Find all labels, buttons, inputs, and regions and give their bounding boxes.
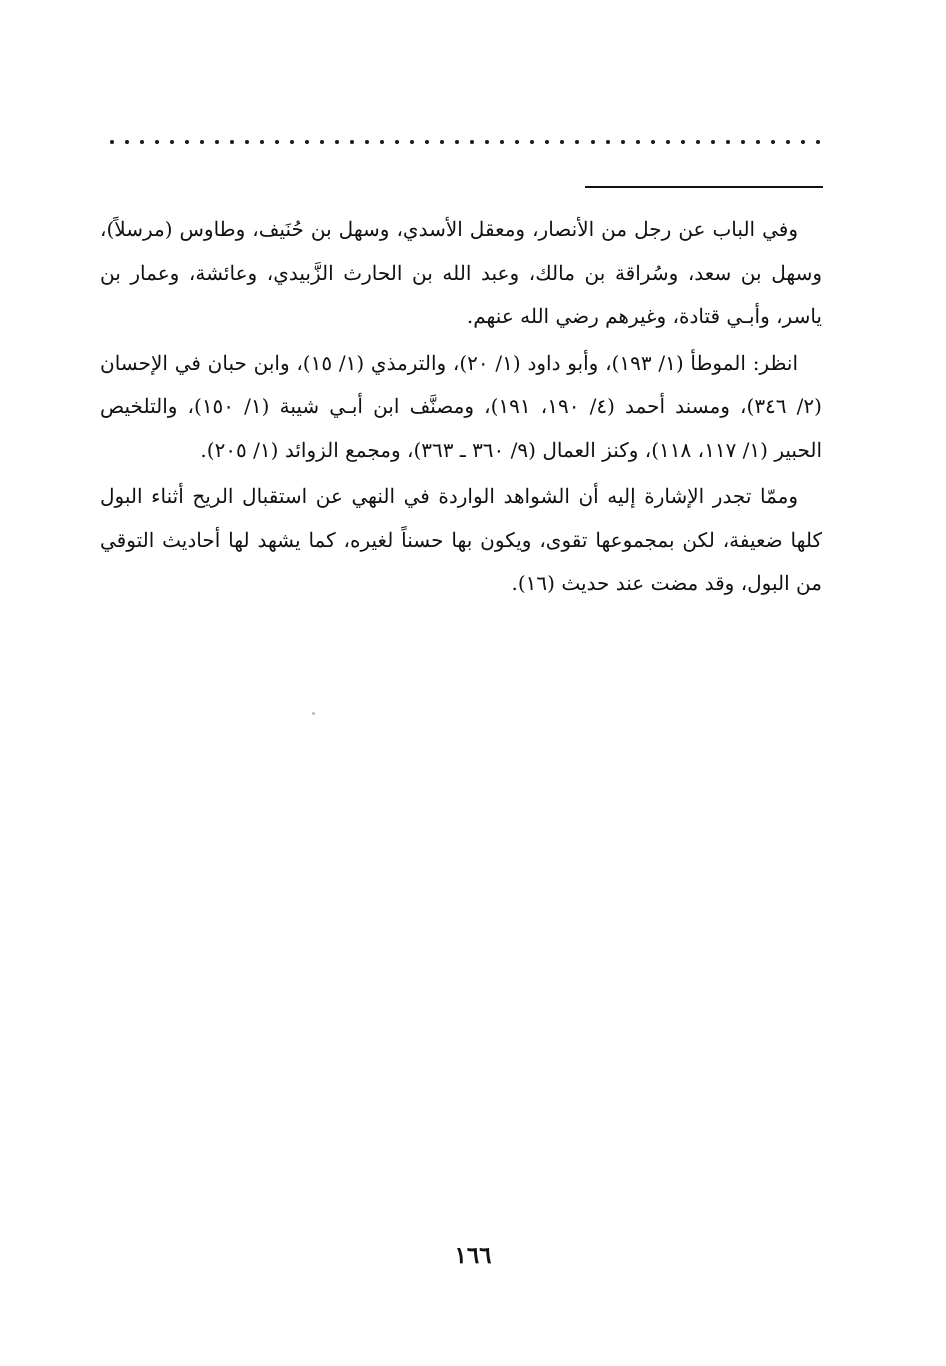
separator-dot <box>380 140 384 144</box>
separator-dot <box>606 140 610 144</box>
separator-dot <box>125 140 129 144</box>
separator-dot <box>636 140 640 144</box>
separator-dot <box>485 140 489 144</box>
dotted-separator <box>110 130 820 154</box>
separator-dot <box>816 140 820 144</box>
separator-dot <box>756 140 760 144</box>
separator-dot <box>681 140 685 144</box>
separator-dot <box>470 140 474 144</box>
separator-dot <box>591 140 595 144</box>
separator-dot <box>290 140 294 144</box>
footnote-paragraph-references: انظر: الموطأ (١/ ١٩٣)، وأبو داود (١/ ٢٠)، والترمذي (١/ ١٥)، وابن حبان في الإحسان (٢/ ٣٤٦)، ومسند أحمد (٤/ ١٩٠، ١٩١)، ومصنَّف ابن أبـي شيبة (١/ ١٥٠)، والتلخيص الحبير (١/ ١١٧، ١١٨)، وكنز العمال (٩/ ٣٦٠ ـ ٣٦٣)، ومجمع الزوائد (١/ ٢٠٥). <box>100 350 822 462</box>
separator-dot <box>726 140 730 144</box>
separator-dot <box>230 140 234 144</box>
separator-dot <box>245 140 249 144</box>
separator-dot <box>170 140 174 144</box>
separator-dot <box>185 140 189 144</box>
separator-dot <box>560 140 564 144</box>
separator-dot <box>365 140 369 144</box>
separator-dot <box>575 140 579 144</box>
separator-dot <box>455 140 459 144</box>
separator-dot <box>140 140 144 144</box>
separator-dot <box>110 140 114 144</box>
separator-dot <box>200 140 204 144</box>
separator-dot <box>696 140 700 144</box>
separator-dot <box>425 140 429 144</box>
separator-dot <box>320 140 324 144</box>
separator-dot <box>410 140 414 144</box>
footnote-rule <box>585 186 823 188</box>
scan-speck <box>312 712 315 715</box>
separator-dot <box>395 140 399 144</box>
separator-dot <box>711 140 715 144</box>
separator-dot <box>515 140 519 144</box>
separator-dot <box>305 140 309 144</box>
separator-dot <box>801 140 805 144</box>
separator-dot <box>545 140 549 144</box>
separator-dot <box>350 140 354 144</box>
separator-dot <box>530 140 534 144</box>
separator-dot <box>260 140 264 144</box>
separator-dot <box>741 140 745 144</box>
separator-dot <box>621 140 625 144</box>
separator-dot <box>500 140 504 144</box>
footnote-paragraph-note: وممّا تجدر الإشارة إليه أن الشواهد الواردة في النهي عن استقبال الريح أثناء البول كلها ضعيفة، لكن بمجموعها تقوى، ويكون بها حسناً لغيره، كما يشهد لها أحاديث التوقي من البول، وقد مضت عند حديث (١٦). <box>100 484 822 595</box>
separator-dot <box>440 140 444 144</box>
separator-dot <box>786 140 790 144</box>
page-number: ١٦٦ <box>454 1242 492 1269</box>
separator-dot <box>155 140 159 144</box>
separator-dot <box>215 140 219 144</box>
footnote-paragraph-witnesses: وفي الباب عن رجل من الأنصار، ومعقل الأسدي، وسهل بن حُنَيف، وطاوس (مرسلاً)، وسهل بن سعد، وسُراقة بن مالك، وعبد الله بن الحارث الزَّبيدي، وعائشة، وعمار بن ياسر، وأبـي قتادة، وغيرهم رضي الله عنهم. <box>100 217 822 328</box>
separator-dot <box>335 140 339 144</box>
separator-dot <box>666 140 670 144</box>
separator-dot <box>275 140 279 144</box>
separator-dot <box>651 140 655 144</box>
separator-dot <box>771 140 775 144</box>
footnote-body <box>100 208 822 609</box>
